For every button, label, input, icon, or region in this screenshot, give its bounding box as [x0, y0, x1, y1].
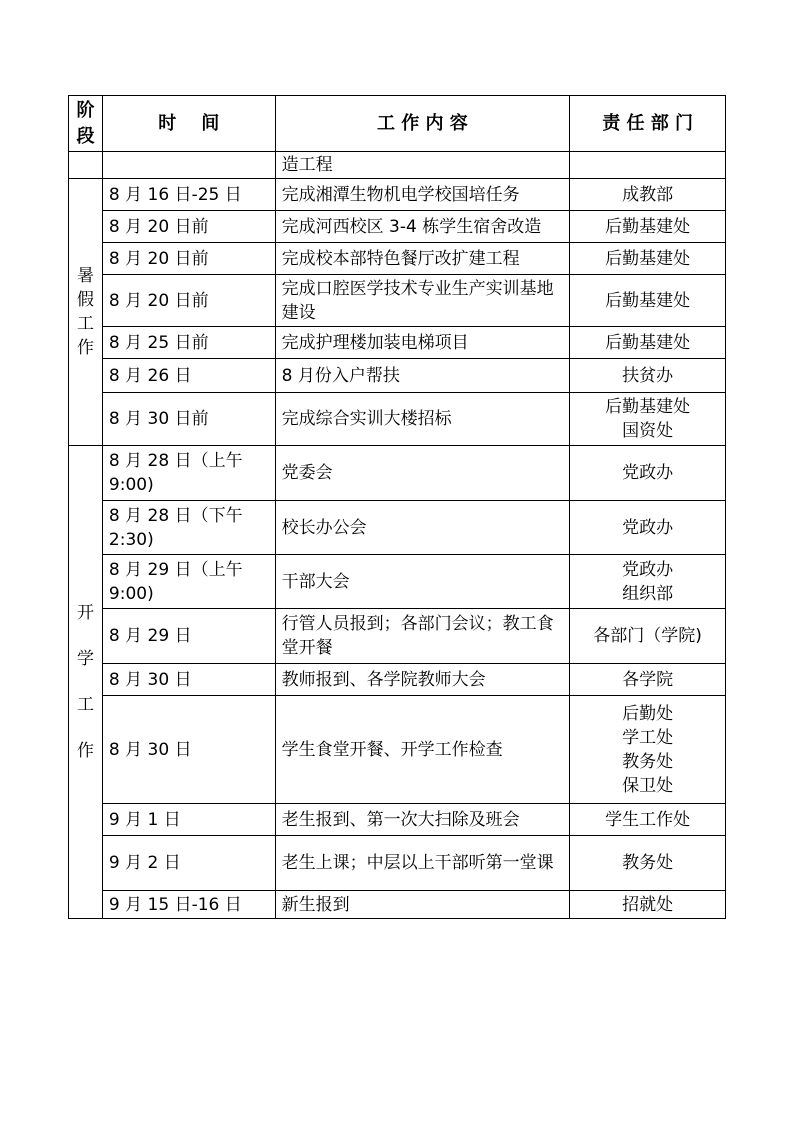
dept-cell — [570, 501, 726, 555]
stage-char: 工 — [76, 695, 94, 715]
table-row — [69, 555, 726, 609]
time-cell: 8 月 29 日 — [102, 609, 275, 664]
content-cell: 完成护理楼加装电梯项目 — [275, 327, 570, 359]
content-cell: 完成校本部特色餐厅改扩建工程 — [275, 243, 570, 275]
dept-line: 成教部 — [622, 184, 674, 205]
table-row — [69, 243, 726, 275]
dept-line: 后勤处 — [622, 703, 674, 724]
header-row — [69, 96, 726, 152]
dept-line: 扶贫办 — [622, 365, 674, 386]
stage-char: 学 — [76, 649, 94, 669]
dept-line: 后勤基建处 — [605, 248, 691, 269]
time-cell: 9 月 15 日-16 日 — [102, 891, 275, 919]
table-row — [69, 359, 726, 393]
content-cell: 行管人员报到；各部门会议；教工食堂开餐 — [275, 609, 570, 664]
stage-cell — [69, 179, 103, 446]
dept-line: 党政办 — [622, 559, 674, 580]
table-row — [69, 275, 726, 327]
time-cell: 8 月 29 日（上午 9:00) — [102, 555, 275, 609]
table-row — [69, 501, 726, 555]
dept-line: 后勤基建处 — [605, 332, 691, 353]
dept-line: 组织部 — [622, 583, 674, 604]
time-cell: 8 月 30 日 — [102, 664, 275, 696]
dept-cell — [570, 804, 726, 836]
table-row — [69, 327, 726, 359]
dept-line: 学工处 — [622, 727, 674, 748]
stage-char: 暑 — [76, 266, 94, 286]
stage-char: 工 — [76, 314, 94, 334]
table-row — [69, 836, 726, 891]
header-stage: 阶段 — [69, 96, 103, 152]
dept-cell — [570, 211, 726, 243]
table-row — [69, 393, 726, 446]
dept-cell — [570, 446, 726, 501]
dept-cell — [570, 393, 726, 446]
continuation-stage — [69, 152, 103, 179]
dept-line: 国资处 — [622, 421, 674, 441]
dept-cell — [570, 664, 726, 696]
table-row — [69, 804, 726, 836]
stage-char: 开 — [76, 603, 94, 623]
dept-line: 教务处 — [622, 853, 674, 873]
content-cell: 党委会 — [275, 446, 570, 501]
dept-line: 后勤基建处 — [605, 397, 691, 417]
dept-cell — [570, 696, 726, 804]
time-cell: 8 月 28 日（下午 2:30) — [102, 501, 275, 555]
time-cell: 9 月 2 日 — [102, 836, 275, 891]
dept-line: 各部门（学院) — [593, 626, 702, 646]
dept-line: 党政办 — [622, 517, 674, 538]
stage-char: 假 — [76, 290, 94, 310]
stage-char: 作 — [76, 338, 94, 358]
table-row — [69, 696, 726, 804]
content-cell: 新生报到 — [275, 891, 570, 919]
content-cell: 干部大会 — [275, 555, 570, 609]
time-cell: 8 月 30 日前 — [102, 393, 275, 446]
dept-cell — [570, 179, 726, 211]
continuation-row — [69, 152, 726, 179]
dept-line: 后勤基建处 — [605, 290, 691, 311]
content-cell: 完成湘潭生物机电学校国培任务 — [275, 179, 570, 211]
continuation-time — [102, 152, 275, 179]
content-cell: 老生报到、第一次大扫除及班会 — [275, 804, 570, 836]
dept-cell — [570, 891, 726, 919]
content-cell: 完成口腔医学技术专业生产实训基地建设 — [275, 275, 570, 327]
dept-line: 学生工作处 — [605, 809, 691, 830]
dept-cell — [570, 243, 726, 275]
header-dept: 责 任 部 门 — [570, 96, 726, 152]
content-cell: 教师报到、各学院教师大会 — [275, 664, 570, 696]
dept-cell — [570, 327, 726, 359]
dept-line: 后勤基建处 — [605, 216, 691, 237]
time-cell: 8 月 30 日 — [102, 696, 275, 804]
time-cell: 8 月 28 日（上午 9:00) — [102, 446, 275, 501]
dept-cell — [570, 836, 726, 891]
content-cell: 完成综合实训大楼招标 — [275, 393, 570, 446]
dept-line: 招就处 — [622, 894, 674, 915]
dept-line: 教务处 — [622, 751, 674, 772]
dept-line: 保卫处 — [622, 775, 674, 796]
time-cell: 8 月 16 日-25 日 — [102, 179, 275, 211]
table-row — [69, 179, 726, 211]
table-row — [69, 446, 726, 501]
continuation-content: 造工程 — [275, 152, 570, 179]
dept-line: 党政办 — [622, 463, 674, 483]
dept-cell — [570, 359, 726, 393]
table-row — [69, 211, 726, 243]
time-cell: 9 月 1 日 — [102, 804, 275, 836]
content-cell: 校长办公会 — [275, 501, 570, 555]
time-cell: 8 月 20 日前 — [102, 243, 275, 275]
content-cell: 完成河西校区 3-4 栋学生宿舍改造 — [275, 211, 570, 243]
table-row — [69, 891, 726, 919]
header-content: 工 作 内 容 — [275, 96, 570, 152]
header-time: 时 间 — [102, 96, 275, 152]
continuation-dept — [570, 152, 726, 179]
time-cell: 8 月 20 日前 — [102, 211, 275, 243]
dept-cell — [570, 275, 726, 327]
content-cell: 老生上课；中层以上干部听第一堂课 — [275, 836, 570, 891]
dept-cell — [570, 609, 726, 664]
table-row — [69, 664, 726, 696]
stage-char: 作 — [76, 741, 94, 761]
stage-cell — [69, 446, 103, 919]
time-cell: 8 月 26 日 — [102, 359, 275, 393]
dept-cell — [570, 555, 726, 609]
table-row — [69, 609, 726, 664]
dept-line: 各学院 — [622, 669, 674, 690]
time-cell: 8 月 20 日前 — [102, 275, 275, 327]
content-cell: 学生食堂开餐、开学工作检查 — [275, 696, 570, 804]
content-cell: 8 月份入户帮扶 — [275, 359, 570, 393]
schedule-table — [68, 95, 726, 919]
time-cell: 8 月 25 日前 — [102, 327, 275, 359]
